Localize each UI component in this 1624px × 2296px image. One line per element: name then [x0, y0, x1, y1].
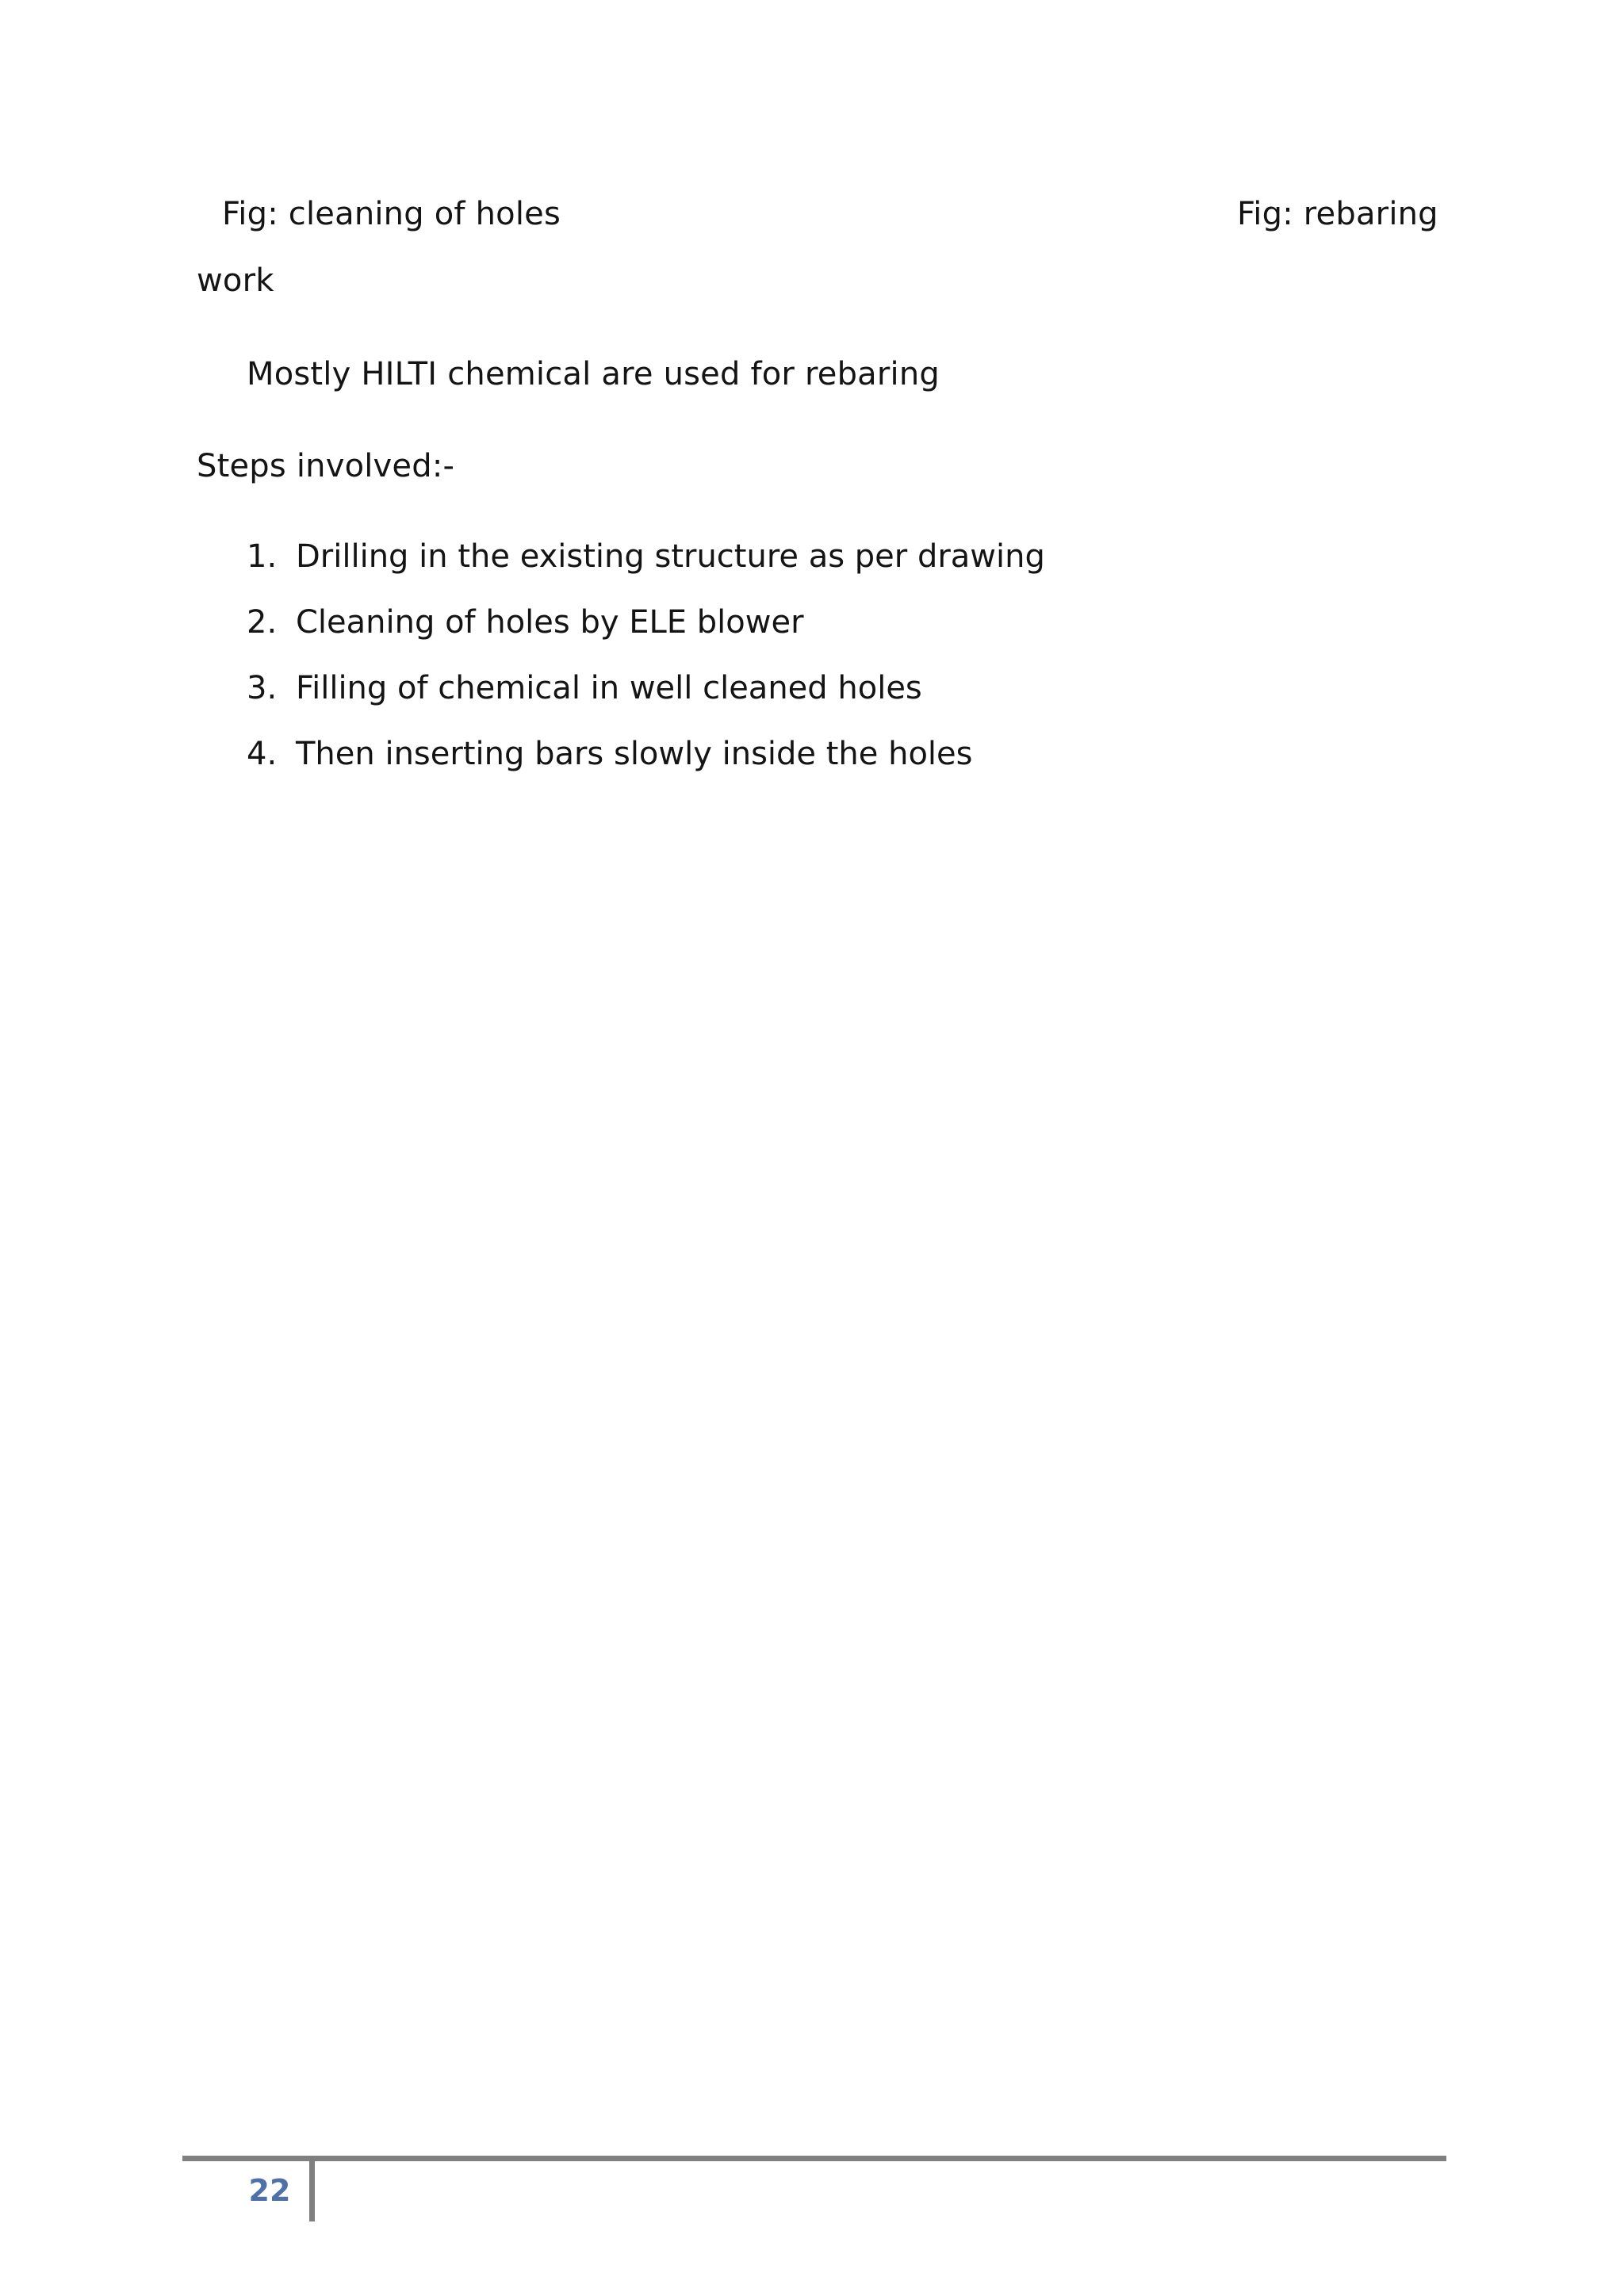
list-item: [247, 735, 1045, 801]
list-item-text: Filling of chemical in well cleaned holes: [296, 670, 922, 706]
figure-caption-right: Fig: rebaring: [1237, 196, 1438, 232]
figure-caption-left: Fig: cleaning of holes: [222, 196, 561, 232]
list-item: [247, 669, 1045, 735]
list-item: [247, 538, 1045, 603]
list-item-number: 1.: [247, 538, 278, 575]
list-item-number: 3.: [247, 670, 278, 706]
list-item-text: Then inserting bars slowly inside the holes: [296, 736, 973, 772]
list-item-text: Drilling in the existing structure as per drawing: [296, 538, 1045, 575]
steps-list: [247, 538, 1045, 801]
list-item: [247, 603, 1045, 669]
page-number: 22: [248, 2173, 291, 2208]
intro-paragraph: Mostly HILTI chemical are used for rebaring: [247, 356, 940, 392]
figure-caption-continuation: work: [197, 262, 274, 299]
footer-rule: [182, 2156, 1446, 2161]
list-item-number: 4.: [247, 736, 278, 772]
footer-divider: [309, 2161, 315, 2221]
list-item-text: Cleaning of holes by ELE blower: [296, 604, 804, 641]
steps-heading: Steps involved:-: [197, 448, 455, 484]
list-item-number: 2.: [247, 604, 278, 641]
